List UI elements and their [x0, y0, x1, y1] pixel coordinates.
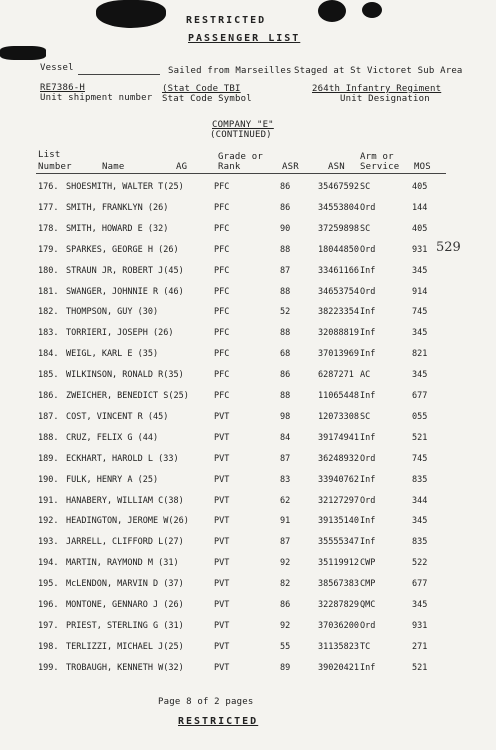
arm-service: Inf [360, 432, 376, 443]
arm-service: SC [360, 223, 371, 234]
list-number: 185. [38, 370, 59, 381]
asr: 86 [280, 600, 291, 610]
mos: 345 [412, 516, 428, 527]
asn: 36248932 [318, 453, 359, 464]
list-number: 186. [38, 391, 59, 401]
asn: 38567383 [318, 579, 359, 590]
passenger-name: FULK, HENRY A (25) [66, 474, 159, 485]
mos: 914 [412, 286, 428, 297]
arm-service: Inf [360, 516, 376, 527]
table-row [0, 579, 496, 599]
arm-service: SC [360, 411, 371, 422]
asr: 86 [280, 182, 291, 192]
arm-service: Inf [360, 474, 376, 485]
passenger-name: ZWEICHER, BENEDICT S(25) [66, 391, 189, 401]
passenger-name: SPARKES, GEORGE H (26) [66, 244, 179, 255]
grade: PVT [214, 579, 230, 590]
passenger-name: HEADINGTON, JEROME W(26) [66, 516, 189, 527]
asr: 91 [280, 516, 291, 527]
passenger-name: TORRIERI, JOSEPH (26) [66, 328, 174, 339]
arm-service: Ord [360, 495, 376, 506]
passenger-name: JARRELL, CLIFFORD L(27) [66, 537, 184, 548]
list-number: 187. [38, 411, 59, 422]
vessel-label: Vessel [40, 63, 74, 73]
list-number: 191. [38, 495, 59, 506]
asr: 88 [280, 391, 291, 401]
arm-service: CMP [360, 579, 376, 590]
asr: 87 [280, 453, 291, 464]
passenger-name: SMITH, HOWARD E (32) [66, 223, 169, 234]
col-name: Name [102, 162, 125, 172]
mos: 344 [412, 495, 428, 506]
mos: 677 [412, 579, 428, 590]
table-row [0, 203, 496, 223]
asr: 62 [280, 495, 291, 506]
passenger-name: TROBAUGH, KENNETH W(32) [66, 662, 184, 673]
table-row [0, 349, 496, 369]
stat-code-value: (Stat Code TBI [162, 84, 241, 94]
asn: 39174941 [318, 432, 359, 443]
asn: 34653754 [318, 286, 359, 297]
grade: PFC [214, 223, 230, 234]
mos: 271 [412, 641, 428, 652]
table-row [0, 516, 496, 536]
passenger-name: SMITH, FRANKLYN (26) [66, 202, 169, 213]
asn: 33940762 [318, 474, 359, 485]
asn: 12073308 [318, 411, 359, 422]
asr: 68 [280, 349, 291, 360]
list-number: 177. [38, 202, 59, 213]
table-row [0, 600, 496, 620]
grade: PVT [214, 600, 230, 610]
asr: 82 [280, 579, 291, 590]
list-number: 190. [38, 474, 59, 485]
table-row [0, 454, 496, 474]
passenger-name: SWANGER, JOHNNIE R (46) [66, 286, 184, 297]
arm-service: Inf [360, 265, 376, 276]
table-row [0, 475, 496, 495]
classification-top: RESTRICTED [186, 15, 267, 26]
list-number: 195. [38, 579, 59, 590]
grade: PVT [214, 474, 230, 485]
grade: PVT [214, 620, 230, 631]
asr: 88 [280, 328, 291, 339]
asn: 33461166 [318, 265, 359, 276]
mos: 835 [412, 474, 428, 485]
mos: 055 [412, 411, 428, 422]
header-rule [36, 173, 446, 174]
table-row [0, 391, 496, 411]
asr: 88 [280, 244, 291, 255]
arm-service: TC [360, 641, 371, 652]
asn: 38223354 [318, 307, 359, 318]
table-row [0, 558, 496, 578]
list-number: 194. [38, 558, 59, 569]
grade: PVT [214, 558, 230, 569]
list-number: 179. [38, 244, 59, 255]
handwritten-number: 529 [436, 240, 461, 255]
asn: 37013969 [318, 349, 359, 360]
grade: PVT [214, 537, 230, 548]
list-number: 192. [38, 516, 59, 527]
asr: 92 [280, 558, 291, 569]
passenger-name: TERLIZZI, MICHAEL J(25) [66, 641, 184, 652]
arm-service: Inf [360, 307, 376, 318]
col-list-number: List [38, 150, 61, 160]
grade: PVT [214, 411, 230, 422]
list-number: 188. [38, 432, 59, 443]
stat-code-label: Stat Code Symbol [162, 94, 252, 104]
table-row [0, 245, 496, 265]
mos: 821 [412, 349, 428, 360]
asr: 89 [280, 662, 291, 673]
table-row [0, 642, 496, 662]
table-row [0, 328, 496, 348]
grade: PVT [214, 641, 230, 652]
list-number: 180. [38, 265, 59, 276]
mos: 931 [412, 244, 428, 255]
mos: 345 [412, 370, 428, 381]
table-row [0, 496, 496, 516]
passenger-name: STRAUN JR, ROBERT J(45) [66, 265, 184, 276]
vessel-line [78, 74, 160, 75]
asr: 84 [280, 432, 291, 443]
asn: 37259898 [318, 223, 359, 234]
table-row [0, 266, 496, 286]
ink-blot [96, 0, 166, 28]
asn: 34553804 [318, 202, 359, 213]
mos: 745 [412, 307, 428, 318]
arm-service: Inf [360, 662, 376, 673]
arm-service: Inf [360, 349, 376, 360]
asn: 32287829 [318, 600, 359, 610]
list-number: 196. [38, 600, 59, 610]
mos: 345 [412, 265, 428, 276]
arm-service: Ord [360, 244, 376, 255]
mos: 405 [412, 223, 428, 234]
mos: 835 [412, 537, 428, 548]
col-asn: ASN [328, 162, 345, 172]
mos: 931 [412, 620, 428, 631]
page-count: Page 8 of 2 pages [158, 697, 254, 707]
list-number: 199. [38, 662, 59, 673]
col-mos: MOS [414, 162, 431, 172]
table-row [0, 663, 496, 683]
asr: 90 [280, 223, 291, 234]
arm-service: SC [360, 182, 371, 192]
table-row [0, 307, 496, 327]
col-arm: Arm or [360, 152, 394, 162]
table-row [0, 621, 496, 641]
table-row [0, 370, 496, 390]
asr: 86 [280, 370, 291, 381]
mos: 405 [412, 182, 428, 192]
asr: 87 [280, 537, 291, 548]
mos: 522 [412, 558, 428, 569]
unit-designation-value: 264th Infantry Regiment [312, 84, 442, 94]
arm-service: Ord [360, 620, 376, 631]
col-grade: Grade or [218, 152, 263, 162]
passenger-name: HANABERY, WILLIAM C(38) [66, 495, 184, 506]
passenger-name: MARTIN, RAYMOND M (31) [66, 558, 179, 569]
asn: 37036200 [318, 620, 359, 631]
col-list-number-2: Number [38, 162, 72, 172]
asn: 35467592 [318, 182, 359, 192]
arm-service: CWP [360, 558, 376, 569]
table-row [0, 433, 496, 453]
col-arm-2: Service [360, 162, 400, 172]
list-number: 189. [38, 453, 59, 464]
arm-service: Inf [360, 391, 376, 401]
passenger-name: WEIGL, KARL E (35) [66, 349, 159, 360]
grade: PVT [214, 662, 230, 673]
grade: PFC [214, 307, 230, 318]
list-number: 197. [38, 620, 59, 631]
unit-designation-label: Unit Designation [340, 94, 430, 104]
unit-shipment-label: Unit shipment number [40, 93, 153, 103]
asn: 18044850 [318, 244, 359, 255]
passenger-name: PRIEST, STERLING G (31) [66, 620, 184, 631]
grade: PFC [214, 265, 230, 276]
grade: PFC [214, 370, 230, 381]
mos: 144 [412, 202, 428, 213]
asr: 87 [280, 265, 291, 276]
grade: PVT [214, 516, 230, 527]
list-number: 183. [38, 328, 59, 339]
asn: 32088819 [318, 328, 359, 339]
grade: PFC [214, 182, 230, 192]
list-number: 181. [38, 286, 59, 297]
asn: 35119912 [318, 558, 359, 569]
table-row [0, 287, 496, 307]
mos: 677 [412, 391, 428, 401]
ink-blot [362, 2, 382, 18]
table-row [0, 224, 496, 244]
staged-at: Staged at St Victoret Sub Area [294, 66, 463, 76]
passenger-name: McLENDON, MARVIN D (37) [66, 579, 184, 590]
arm-service: Inf [360, 328, 376, 339]
col-age: AG [176, 162, 188, 172]
arm-service: AC [360, 370, 371, 381]
grade: PFC [214, 244, 230, 255]
ink-blot [318, 0, 346, 22]
passenger-name: WILKINSON, RONALD R(35) [66, 370, 184, 381]
asn: 35555347 [318, 537, 359, 548]
unit-shipment-number: RE7386-H [40, 83, 85, 93]
passenger-name: THOMPSON, GUY (30) [66, 307, 159, 318]
passenger-name: CRUZ, FELIX G (44) [66, 432, 159, 443]
table-row [0, 182, 496, 202]
arm-service: Ord [360, 286, 376, 297]
col-asr: ASR [282, 162, 299, 172]
company-continued: (CONTINUED) [210, 130, 272, 140]
grade: PVT [214, 453, 230, 464]
asn: 39135140 [318, 516, 359, 527]
grade: PVT [214, 495, 230, 506]
asn: 32127297 [318, 495, 359, 506]
list-number: 184. [38, 349, 59, 360]
list-number: 176. [38, 182, 59, 192]
asr: 55 [280, 641, 291, 652]
grade: PVT [214, 432, 230, 443]
passenger-name: ECKHART, HAROLD L (33) [66, 453, 179, 464]
asn: 6287271 [318, 370, 354, 381]
sailed-from: Sailed from Marseilles [168, 66, 292, 76]
passenger-name: SHOESMITH, WALTER T(25) [66, 182, 184, 192]
mos: 521 [412, 432, 428, 443]
asr: 98 [280, 411, 291, 422]
list-number: 178. [38, 223, 59, 234]
table-row [0, 412, 496, 432]
asr: 83 [280, 474, 291, 485]
mos: 345 [412, 600, 428, 610]
mos: 745 [412, 453, 428, 464]
mos: 345 [412, 328, 428, 339]
grade: PFC [214, 286, 230, 297]
asr: 88 [280, 286, 291, 297]
arm-service: Inf [360, 537, 376, 548]
grade: PFC [214, 349, 230, 360]
grade: PFC [214, 202, 230, 213]
passenger-name: COST, VINCENT R (45) [66, 411, 169, 422]
document-title: PASSENGER LIST [188, 33, 301, 44]
asn: 31135823 [318, 641, 359, 652]
classification-bottom: RESTRICTED [178, 716, 259, 727]
list-number: 198. [38, 641, 59, 652]
asr: 52 [280, 307, 291, 318]
asn: 39020421 [318, 662, 359, 673]
company-heading: COMPANY "E" [212, 120, 274, 130]
passenger-name: MONTONE, GENNARO J (26) [66, 600, 184, 610]
grade: PFC [214, 328, 230, 339]
mos: 521 [412, 662, 428, 673]
list-number: 182. [38, 307, 59, 318]
asn: 11065448 [318, 391, 359, 401]
asr: 86 [280, 202, 291, 213]
arm-service: QMC [360, 600, 376, 610]
grade: PFC [214, 391, 230, 401]
arm-service: Ord [360, 202, 376, 213]
arm-service: Ord [360, 453, 376, 464]
table-row [0, 537, 496, 557]
asr: 92 [280, 620, 291, 631]
col-grade-2: Rank [218, 162, 241, 172]
ink-blot [0, 46, 46, 60]
list-number: 193. [38, 537, 59, 548]
